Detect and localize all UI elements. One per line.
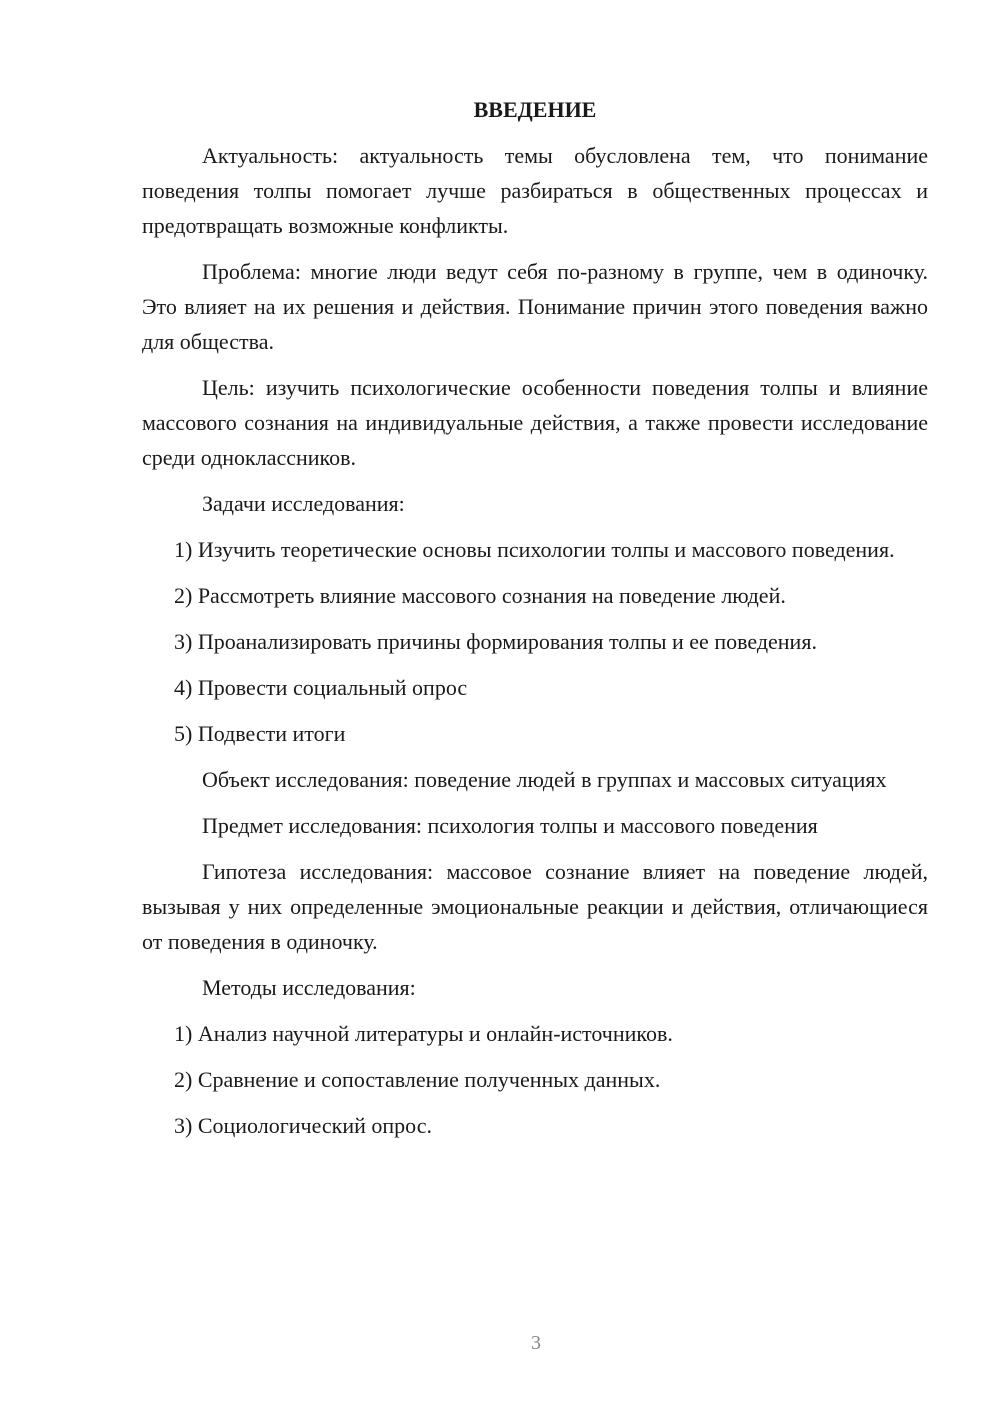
method-item: 2) Сравнение и сопоставление полученных данных.: [174, 1067, 661, 1092]
task-item: 2) Рассмотреть влияние массового сознания на поведение людей.: [174, 583, 786, 608]
methods-heading: Методы исследования:: [202, 975, 416, 1000]
method-item: 1) Анализ научной литературы и онлайн-источников.: [174, 1021, 673, 1046]
task-item: 5) Подвести итоги: [174, 721, 346, 746]
section-title: ВВЕДЕНИЕ: [473, 97, 597, 122]
relevance-paragraph: Актуальность: актуальность темы обусловлена тем, что понимание поведения толпы помогает лучше разбираться в общественных процессах и предотвращать возможные конфликты.: [142, 143, 928, 238]
problem-paragraph: Проблема: многие люди ведут себя по-разному в группе, чем в одиночку. Это влияет на их решения и действия. Понимание причин этого поведения важно для общества.: [142, 259, 928, 354]
document-body: [142, 92, 928, 1154]
hypothesis-paragraph: Гипотеза исследования: массовое сознание влияет на поведение людей, вызывая у них определенные эмоциональные реакции и действия, отличающиеся от поведения в одиночку.: [142, 859, 928, 954]
method-item: 3) Социологический опрос.: [174, 1113, 432, 1138]
subject-paragraph: Предмет исследования: психология толпы и массового поведения: [202, 813, 818, 838]
task-item: 4) Провести социальный опрос: [174, 675, 468, 700]
page-number: 3: [531, 1332, 541, 1354]
tasks-heading: Задачи исследования:: [202, 491, 405, 516]
task-item: 1) Изучить теоретические основы психологии толпы и массового поведения.: [174, 537, 895, 562]
goal-paragraph: Цель: изучить психологические особенности поведения толпы и влияние массового сознания на индивидуальные действия, а также провести исследование среди одноклассников.: [142, 375, 928, 470]
task-item: 3) Проанализировать причины формирования толпы и ее поведения.: [174, 629, 817, 654]
object-paragraph: Объект исследования: поведение людей в группах и массовых ситуациях: [202, 767, 887, 792]
